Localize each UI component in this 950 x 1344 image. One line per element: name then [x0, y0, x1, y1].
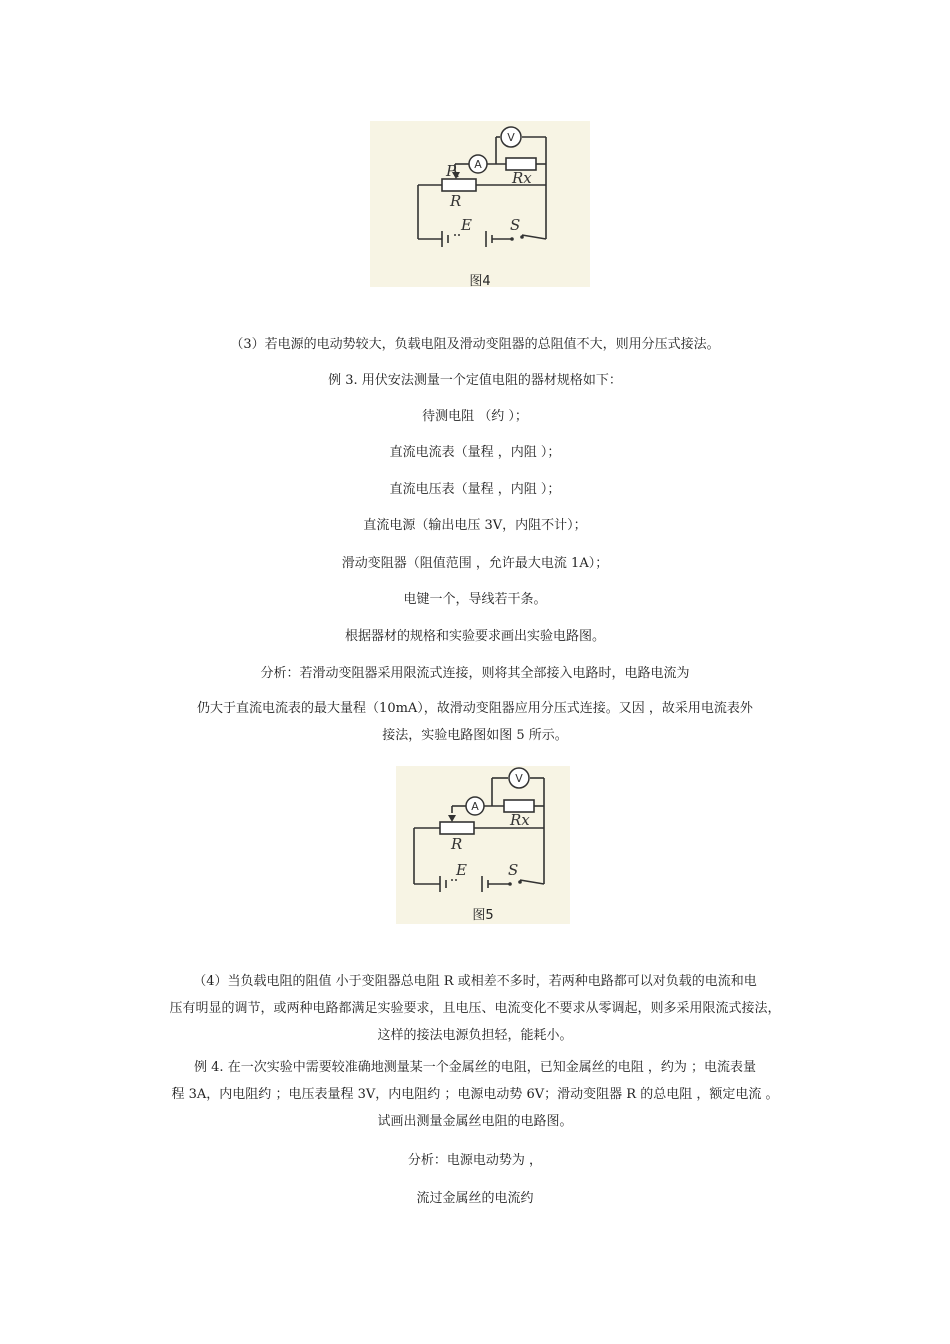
example-3-item-2: 直流电流表（量程 ，内阻 ）； — [389, 445, 561, 460]
figure-5-circuit-diagram — [396, 766, 570, 924]
example-4-line-3: 试画出测量金属丝电阻的电路图。 — [377, 1114, 573, 1129]
rheostat-label: R — [450, 192, 462, 210]
paragraph-3: （3）若电源的电动势较大，负载电阻及滑动变阻器的总阻值不大，则用分压式接法。 — [230, 337, 720, 352]
paragraph-4-line-3: 这样的接法电源负担轻，能耗小。 — [377, 1028, 573, 1043]
source-label: E — [461, 216, 472, 234]
switch-label: S — [510, 216, 521, 234]
rheostat-label: R — [451, 835, 463, 853]
voltmeter-label: V — [515, 772, 523, 785]
figure-4-circuit-diagram — [370, 121, 590, 287]
rx-label: Rx — [512, 169, 532, 187]
figure-5 — [396, 766, 570, 924]
example-3-item-4: 直流电源（输出电压 3V，内阻不计）； — [363, 518, 587, 533]
ammeter-label: A — [474, 158, 482, 171]
example-3-item-5: 滑动变阻器（阻值范围 ，允许最大电流 1A）； — [341, 556, 609, 571]
example-4 — [140, 1054, 810, 1135]
paragraph-4-line-2: 压有明显的调节，或两种电路都满足实验要求，且电压、电流变化不要求从零调起，则多采用限流式接法， — [169, 1001, 781, 1016]
example-3-item-6: 电键一个，导线若干条。 — [403, 592, 547, 607]
example-3-analysis-2b: 接法，实验电路图如图 5 所示。 — [382, 728, 568, 743]
example-4-line-2: 程 3A，内电阻约 ；电压表量程 3V，内电阻约 ；电源电动势 6V；滑动变阻器 R 的总电阻 ，额定电流 。 — [171, 1087, 779, 1102]
example-4-analysis-2: 流过金属丝的电流约 — [416, 1191, 534, 1206]
slider-label: P — [446, 162, 457, 180]
example-3-analysis-1: 分析：若滑动变阻器采用限流式连接，则将其全部接入电路时，电路电流为 — [260, 666, 690, 681]
example-4-analysis-1: 分析：电源电动势为 ， — [407, 1153, 543, 1168]
figure-4-caption: 图4 — [469, 274, 491, 289]
voltmeter-label: V — [507, 131, 515, 144]
paragraph-4 — [140, 968, 810, 1049]
example-3-item-3: 直流电压表（量程 ，内阻 ）； — [389, 482, 561, 497]
switch-label: S — [508, 861, 519, 879]
example-3-task: 根据器材的规格和实验要求画出实验电路图。 — [344, 629, 605, 644]
rx-label: Rx — [510, 811, 530, 829]
figure-4 — [370, 121, 590, 287]
source-label: E — [456, 861, 467, 879]
example-3-analysis-2a: 仍大于直流电流表的最大量程（10mA），故滑动变阻器应用分压式连接。又因 ，故采用电流表外 — [197, 701, 753, 716]
example-3-title: 例 3. 用伏安法测量一个定值电阻的器材规格如下： — [328, 373, 622, 388]
example-3-analysis-2 — [140, 695, 810, 749]
example-3-item-1: 待测电阻 （约 ）； — [422, 409, 528, 424]
figure-5-caption: 图5 — [472, 908, 494, 923]
ammeter-label: A — [471, 800, 479, 813]
paragraph-4-line-1: （4）当负载电阻的阻值 小于变阻器总电阻 R 或相差不多时，若两种电路都可以对负载的电流和电 — [193, 974, 757, 989]
example-4-line-1: 例 4. 在一次实验中需要较准确地测量某一个金属丝的电阻，已知金属丝的电阻 ，约为 ；电流表量 — [194, 1060, 756, 1075]
